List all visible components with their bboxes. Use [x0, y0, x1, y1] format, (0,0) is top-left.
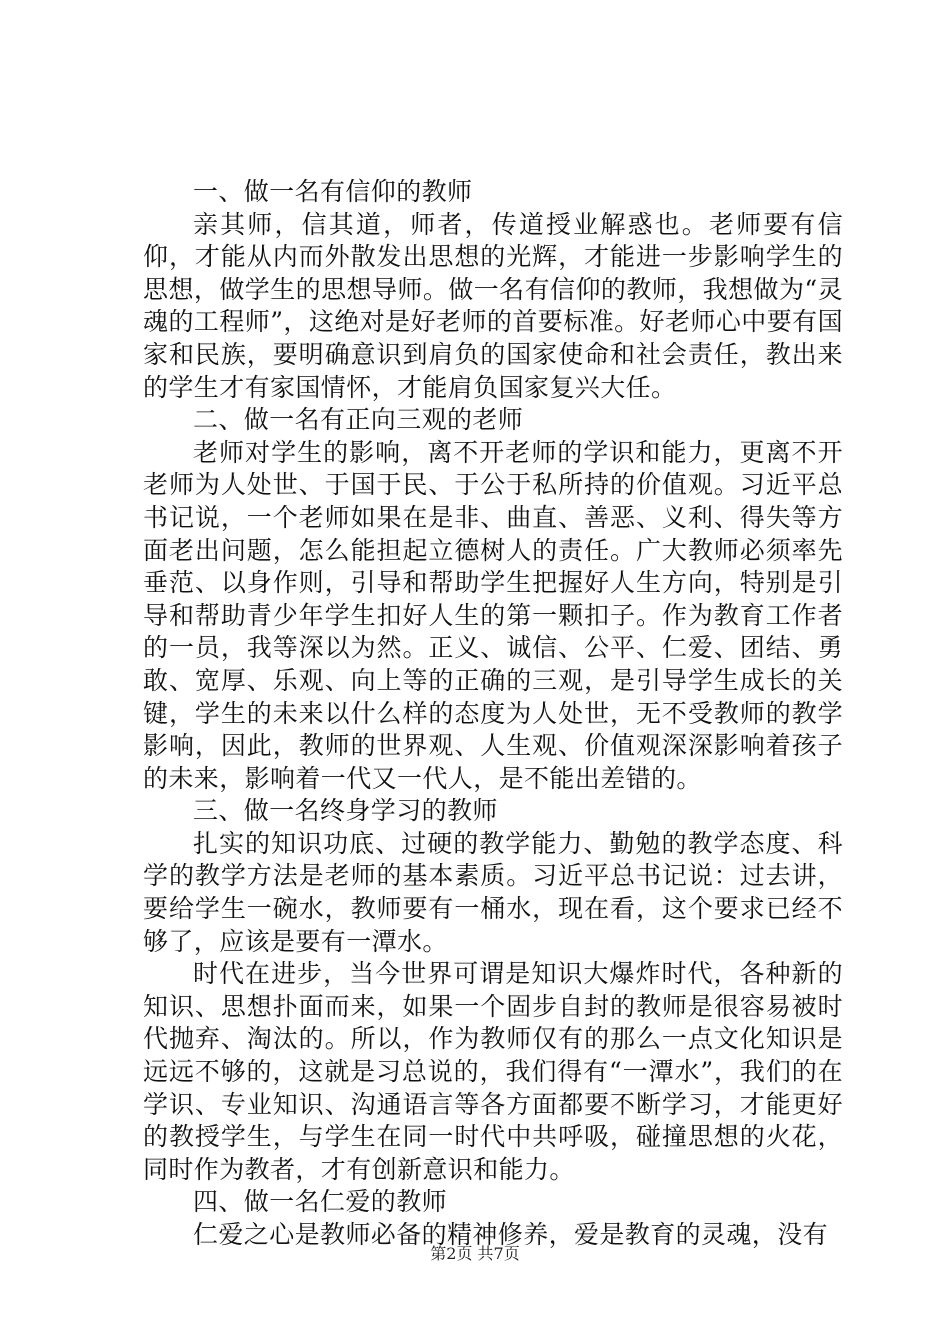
page-number-footer: 第2页 共7页 [430, 1244, 520, 1263]
body-paragraph: 老师对学生的影响，离不开老师的学识和能力，更离不开老师为人处世、于国于民、于公于私所持的价值观。习近平总书记说，一个老师如果在是非、曲直、善恶、义利、得失等方面老出问题，怎么能担起立德树人的责任。广大教师必须率先垂范、以身作则，引导和帮助学生把握好人生方向，特别是引导和帮助青少年学生扣好人生的第一颗扣子。作为教育工作者的一员，我等深以为然。正义、诚信、公平、仁爱、团结、勇敢、宽厚、乐观、向上等的正确的三观，是引导学生成长的关键，学生的未来以什么样的态度为人处世，无不受教师的教学影响，因此，教师的世界观、人生观、价值观深深影响着孩子的未来，影响着一代又一代人，是不能出差错的。 [143, 437, 843, 793]
body-paragraph: 扎实的知识功底、过硬的教学能力、勤勉的教学态度、科学的教学方法是老师的基本素质。习近平总书记说：过去讲，要给学生一碗水，教师要有一桶水，现在看，这个要求已经不够了，应该是要有一潭水。 [143, 828, 843, 956]
section-heading: 一、做一名有信仰的教师 [193, 177, 473, 206]
section-heading: 四、做一名仁爱的教师 [193, 1187, 448, 1217]
body-paragraph: 仁爱之心是教师必备的精神修养，爱是教育的灵魂，没有 [193, 1220, 829, 1249]
document-body [143, 176, 843, 1252]
body-paragraph: 时代在进步，当今世界可谓是知识大爆炸时代，各种新的知识、思想扑面而来，如果一个固步自封的教师是很容易被时代抛弃、淘汰的。所以，作为教师仅有的那么一点文化知识是远远不够的，这就是习总说的，我们得有“一潭水”，我们的在学识、专业知识、沟通语言等各方面都要不断学习，才能更好的教授学生，与学生在同一时代中共呼吸，碰撞思想的火花，同时作为教者，才有创新意识和能力。 [143, 959, 843, 1184]
section-heading: 二、做一名有正向三观的老师 [193, 405, 524, 435]
section-heading: 三、做一名终身学习的教师 [193, 796, 498, 826]
body-paragraph: 亲其师，信其道，师者，传道授业解惑也。老师要有信仰，才能从内而外散发出思想的光辉，才能进一步影响学生的思想，做学生的思想导师。做一名有信仰的教师，我想做为“灵魂的工程师”，这绝对是好老师的首要标准。好老师心中要有国家和民族，要明确意识到肩负的国家使命和社会责任，教出来的学生才有家国情怀，才能肩负国家复兴大任。 [143, 209, 843, 402]
